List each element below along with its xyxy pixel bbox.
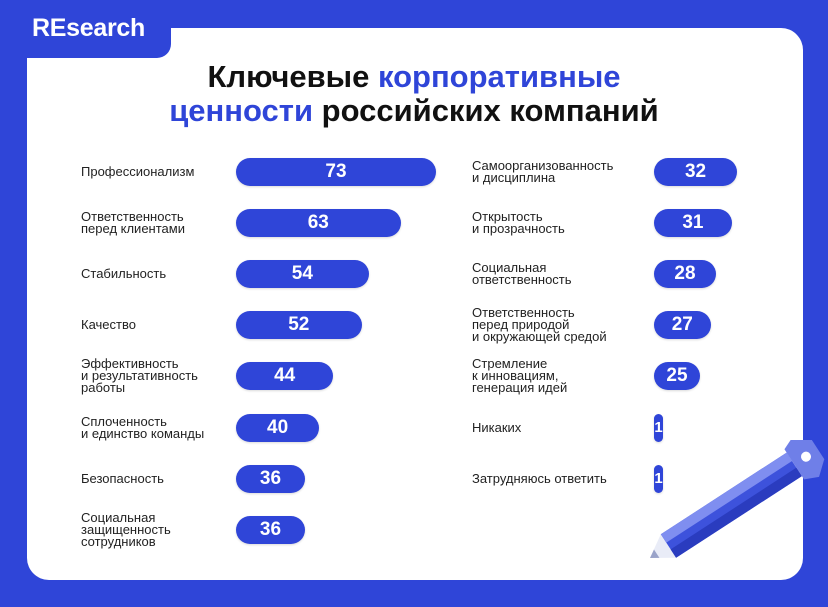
pencil-icon — [630, 440, 828, 570]
bar-label: Профессионализм — [81, 164, 195, 179]
bar-label: Самоорганизованность и дисциплина — [472, 158, 614, 185]
title-accent: корпоративные — [377, 59, 621, 94]
chart-title — [0, 60, 828, 128]
bar: 36 — [236, 516, 305, 544]
bar: 36 — [236, 465, 305, 493]
bar-label: Безопасность — [81, 470, 164, 486]
bar-label: Ответственность перед природой и окружающей средой — [472, 305, 607, 345]
bar: 73 — [236, 158, 436, 186]
bar: 25 — [654, 362, 700, 390]
title-part: российских компаний — [313, 93, 659, 128]
bar: 52 — [236, 311, 362, 339]
bar-label: Затрудняюсь ответить — [472, 470, 607, 486]
bar: 32 — [654, 158, 737, 186]
bar: 31 — [654, 209, 732, 237]
bar-label: Качество — [81, 317, 136, 333]
bar-label: Социальная ответственность — [472, 260, 572, 288]
bar: 54 — [236, 260, 369, 288]
bar-label: Ответственность перед клиентами — [81, 209, 185, 237]
bar: 63 — [236, 209, 401, 237]
bar: 1 — [654, 465, 663, 493]
bar: 40 — [236, 414, 319, 442]
bar: 1 — [654, 414, 663, 442]
bar-label: Социальная защищенность сотрудников — [81, 509, 171, 549]
bar: 27 — [654, 311, 711, 339]
bar-label: Стремление к инновациям, генерация идей — [472, 356, 568, 396]
brand-logo: REsearch — [32, 14, 145, 42]
bar-label: Стабильность — [81, 266, 167, 282]
title-part: Ключевые — [207, 59, 378, 94]
bar: 44 — [236, 362, 333, 390]
bar-label: Никаких — [472, 419, 522, 435]
bar-label: Эффективность и результативность работы — [81, 356, 198, 396]
bar-label: Сплоченность и единство команды — [81, 413, 205, 441]
bar-label: Открытость и прозрачность — [472, 209, 565, 237]
title-accent: ценности — [169, 93, 314, 128]
bar: 28 — [654, 260, 716, 288]
